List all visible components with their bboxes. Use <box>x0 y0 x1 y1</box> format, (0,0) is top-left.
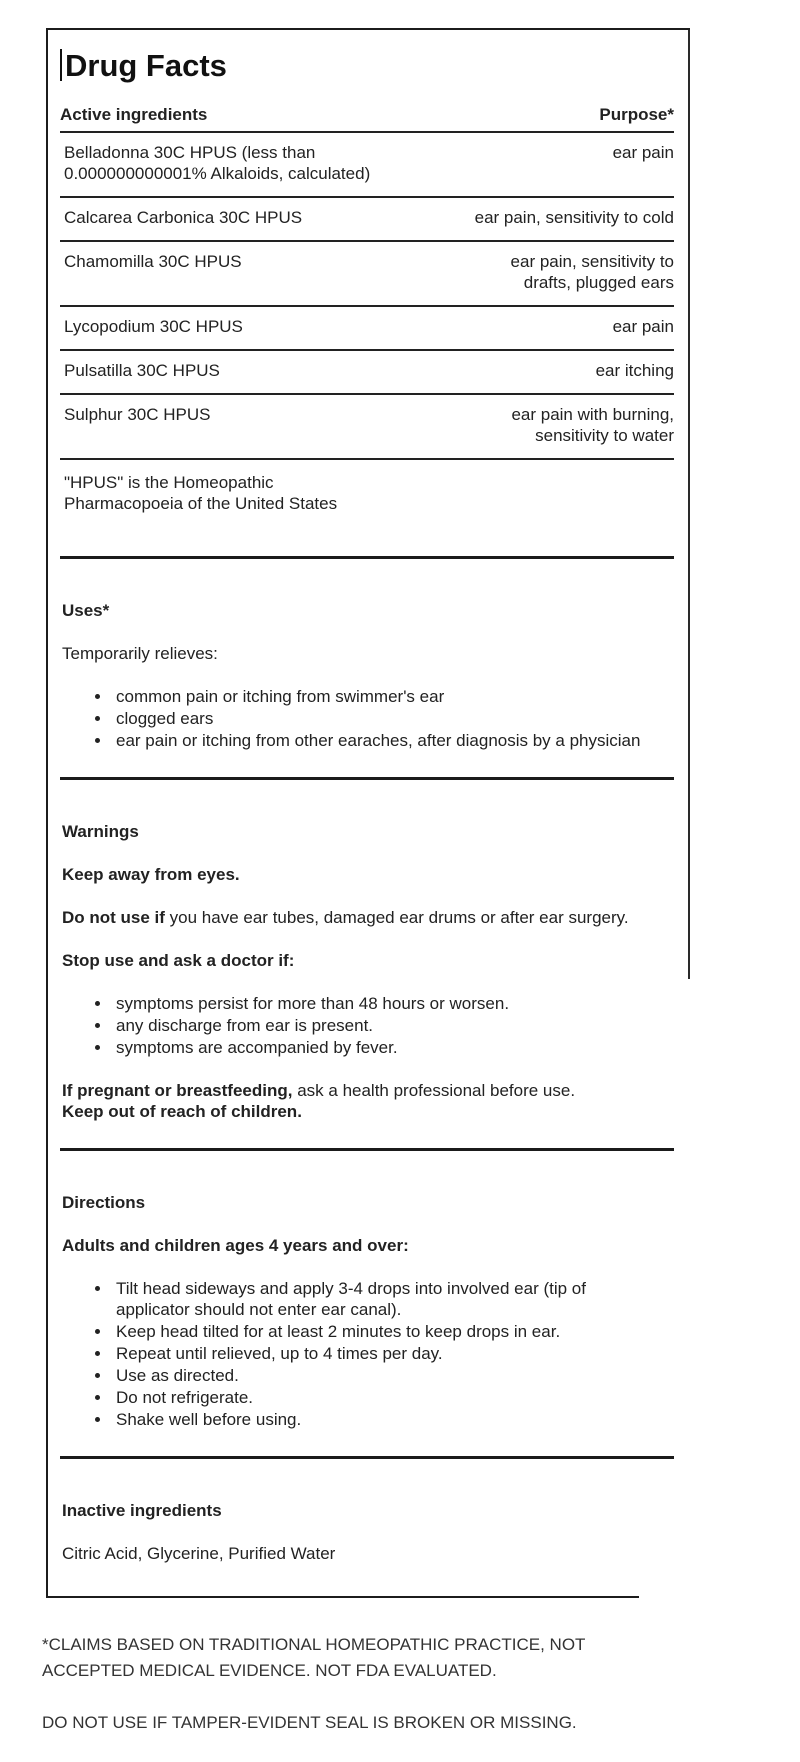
pregnant-rest: ask a health professional before use. <box>292 1081 576 1100</box>
page-title: Drug Facts <box>65 48 227 83</box>
ingredient-name: Chamomilla 30C HPUS <box>64 252 242 271</box>
table-row <box>60 198 674 242</box>
list-item: • Shake well before using. <box>112 1409 660 1430</box>
text-cursor-icon <box>60 49 62 81</box>
stop-use-heading: Stop use and ask a doctor if: <box>62 951 295 970</box>
list-item: • symptoms are accompanied by fever. <box>112 1037 660 1058</box>
directions-heading: Directions <box>62 1193 146 1212</box>
purpose-header: Purpose* <box>599 105 674 124</box>
box-bottom-border <box>48 1596 639 1598</box>
table-row <box>60 395 674 460</box>
list-item: • Keep head tilted for at least 2 minutes to keep drops in ear. <box>112 1321 660 1342</box>
list-item: • common pain or itching from swimmer's ear <box>112 686 660 707</box>
table-row <box>60 133 674 198</box>
keep-out-text: Keep out of reach of children. <box>62 1102 302 1121</box>
claims-disclaimer: *CLAIMS BASED ON TRADITIONAL HOMEOPATHIC PRACTICE, NOT ACCEPTED MEDICAL EVIDENCE. NOT FDA EVALUATED. <box>42 1635 586 1680</box>
table-header-row <box>60 100 674 133</box>
directions-list <box>60 1278 660 1430</box>
ingredient-purpose: ear pain <box>612 143 674 162</box>
list-item: • any discharge from ear is present. <box>112 1015 660 1036</box>
tamper-warning: DO NOT USE IF TAMPER-EVIDENT SEAL IS BROKEN OR MISSING. <box>42 1713 577 1732</box>
ingredient-name: Lycopodium 30C HPUS <box>64 317 243 336</box>
title-row <box>60 48 674 84</box>
hpus-footnote: "HPUS" is the Homeopathic Pharmacopoeia of the United States <box>64 473 338 513</box>
ingredient-purpose: ear pain with burning, sensitivity to water <box>511 405 674 445</box>
table-row <box>60 307 674 351</box>
keep-away-text: Keep away from eyes. <box>62 865 240 884</box>
inactive-ingredients-section <box>60 1500 674 1564</box>
uses-section <box>60 600 674 751</box>
divider <box>60 556 674 559</box>
ingredient-name: Pulsatilla 30C HPUS <box>64 361 220 380</box>
warnings-heading: Warnings <box>62 822 139 841</box>
do-not-use-rest: you have ear tubes, damaged ear drums or after ear surgery. <box>164 908 629 927</box>
directions-section <box>60 1192 674 1430</box>
active-ingredients-table <box>60 100 674 530</box>
inactive-ingredients-heading: Inactive ingredients <box>62 1501 222 1520</box>
list-item: • symptoms persist for more than 48 hours or worsen. <box>112 993 660 1014</box>
directions-subheading: Adults and children ages 4 years and over: <box>62 1236 409 1255</box>
ingredient-purpose: ear pain, sensitivity to drafts, plugged ears <box>510 252 674 292</box>
ingredient-purpose: ear pain <box>612 317 674 336</box>
box-right-border <box>688 30 690 979</box>
list-item: • Do not refrigerate. <box>112 1387 660 1408</box>
ingredient-purpose: ear itching <box>595 361 674 380</box>
list-item: • ear pain or itching from other earaches, after diagnosis by a physician <box>112 730 660 751</box>
ingredient-name: Calcarea Carbonica 30C HPUS <box>64 208 303 227</box>
do-not-use-lead: Do not use if <box>62 908 165 927</box>
inactive-ingredients-text: Citric Acid, Glycerine, Purified Water <box>62 1544 336 1563</box>
do-not-use-text <box>62 907 662 928</box>
list-item: • Tilt head sideways and apply 3-4 drops into involved ear (tip of applicator should not enter ear canal). <box>112 1278 660 1320</box>
uses-heading: Uses* <box>62 601 110 620</box>
divider <box>60 777 674 780</box>
drug-facts-box <box>46 28 690 1598</box>
list-item: • Repeat until relieved, up to 4 times per day. <box>112 1343 660 1364</box>
uses-list <box>60 686 660 751</box>
stop-use-list <box>60 993 660 1058</box>
footnotes <box>42 1632 800 1736</box>
list-item: • clogged ears <box>112 708 660 729</box>
table-row <box>60 242 674 307</box>
uses-intro: Temporarily relieves: <box>62 644 218 663</box>
ingredient-name: Sulphur 30C HPUS <box>64 405 211 424</box>
table-row <box>60 351 674 395</box>
pregnant-lead: If pregnant or breastfeeding, <box>62 1081 293 1100</box>
active-ingredients-header: Active ingredients <box>60 105 208 124</box>
list-item: • Use as directed. <box>112 1365 660 1386</box>
pregnant-text <box>62 1080 662 1122</box>
warnings-section <box>60 821 674 1122</box>
divider <box>60 1456 674 1459</box>
ingredient-purpose: ear pain, sensitivity to cold <box>474 208 674 227</box>
ingredient-name: Belladonna 30C HPUS (less than 0.000000000001% Alkaloids, calculated) <box>64 143 371 183</box>
divider <box>60 1148 674 1151</box>
